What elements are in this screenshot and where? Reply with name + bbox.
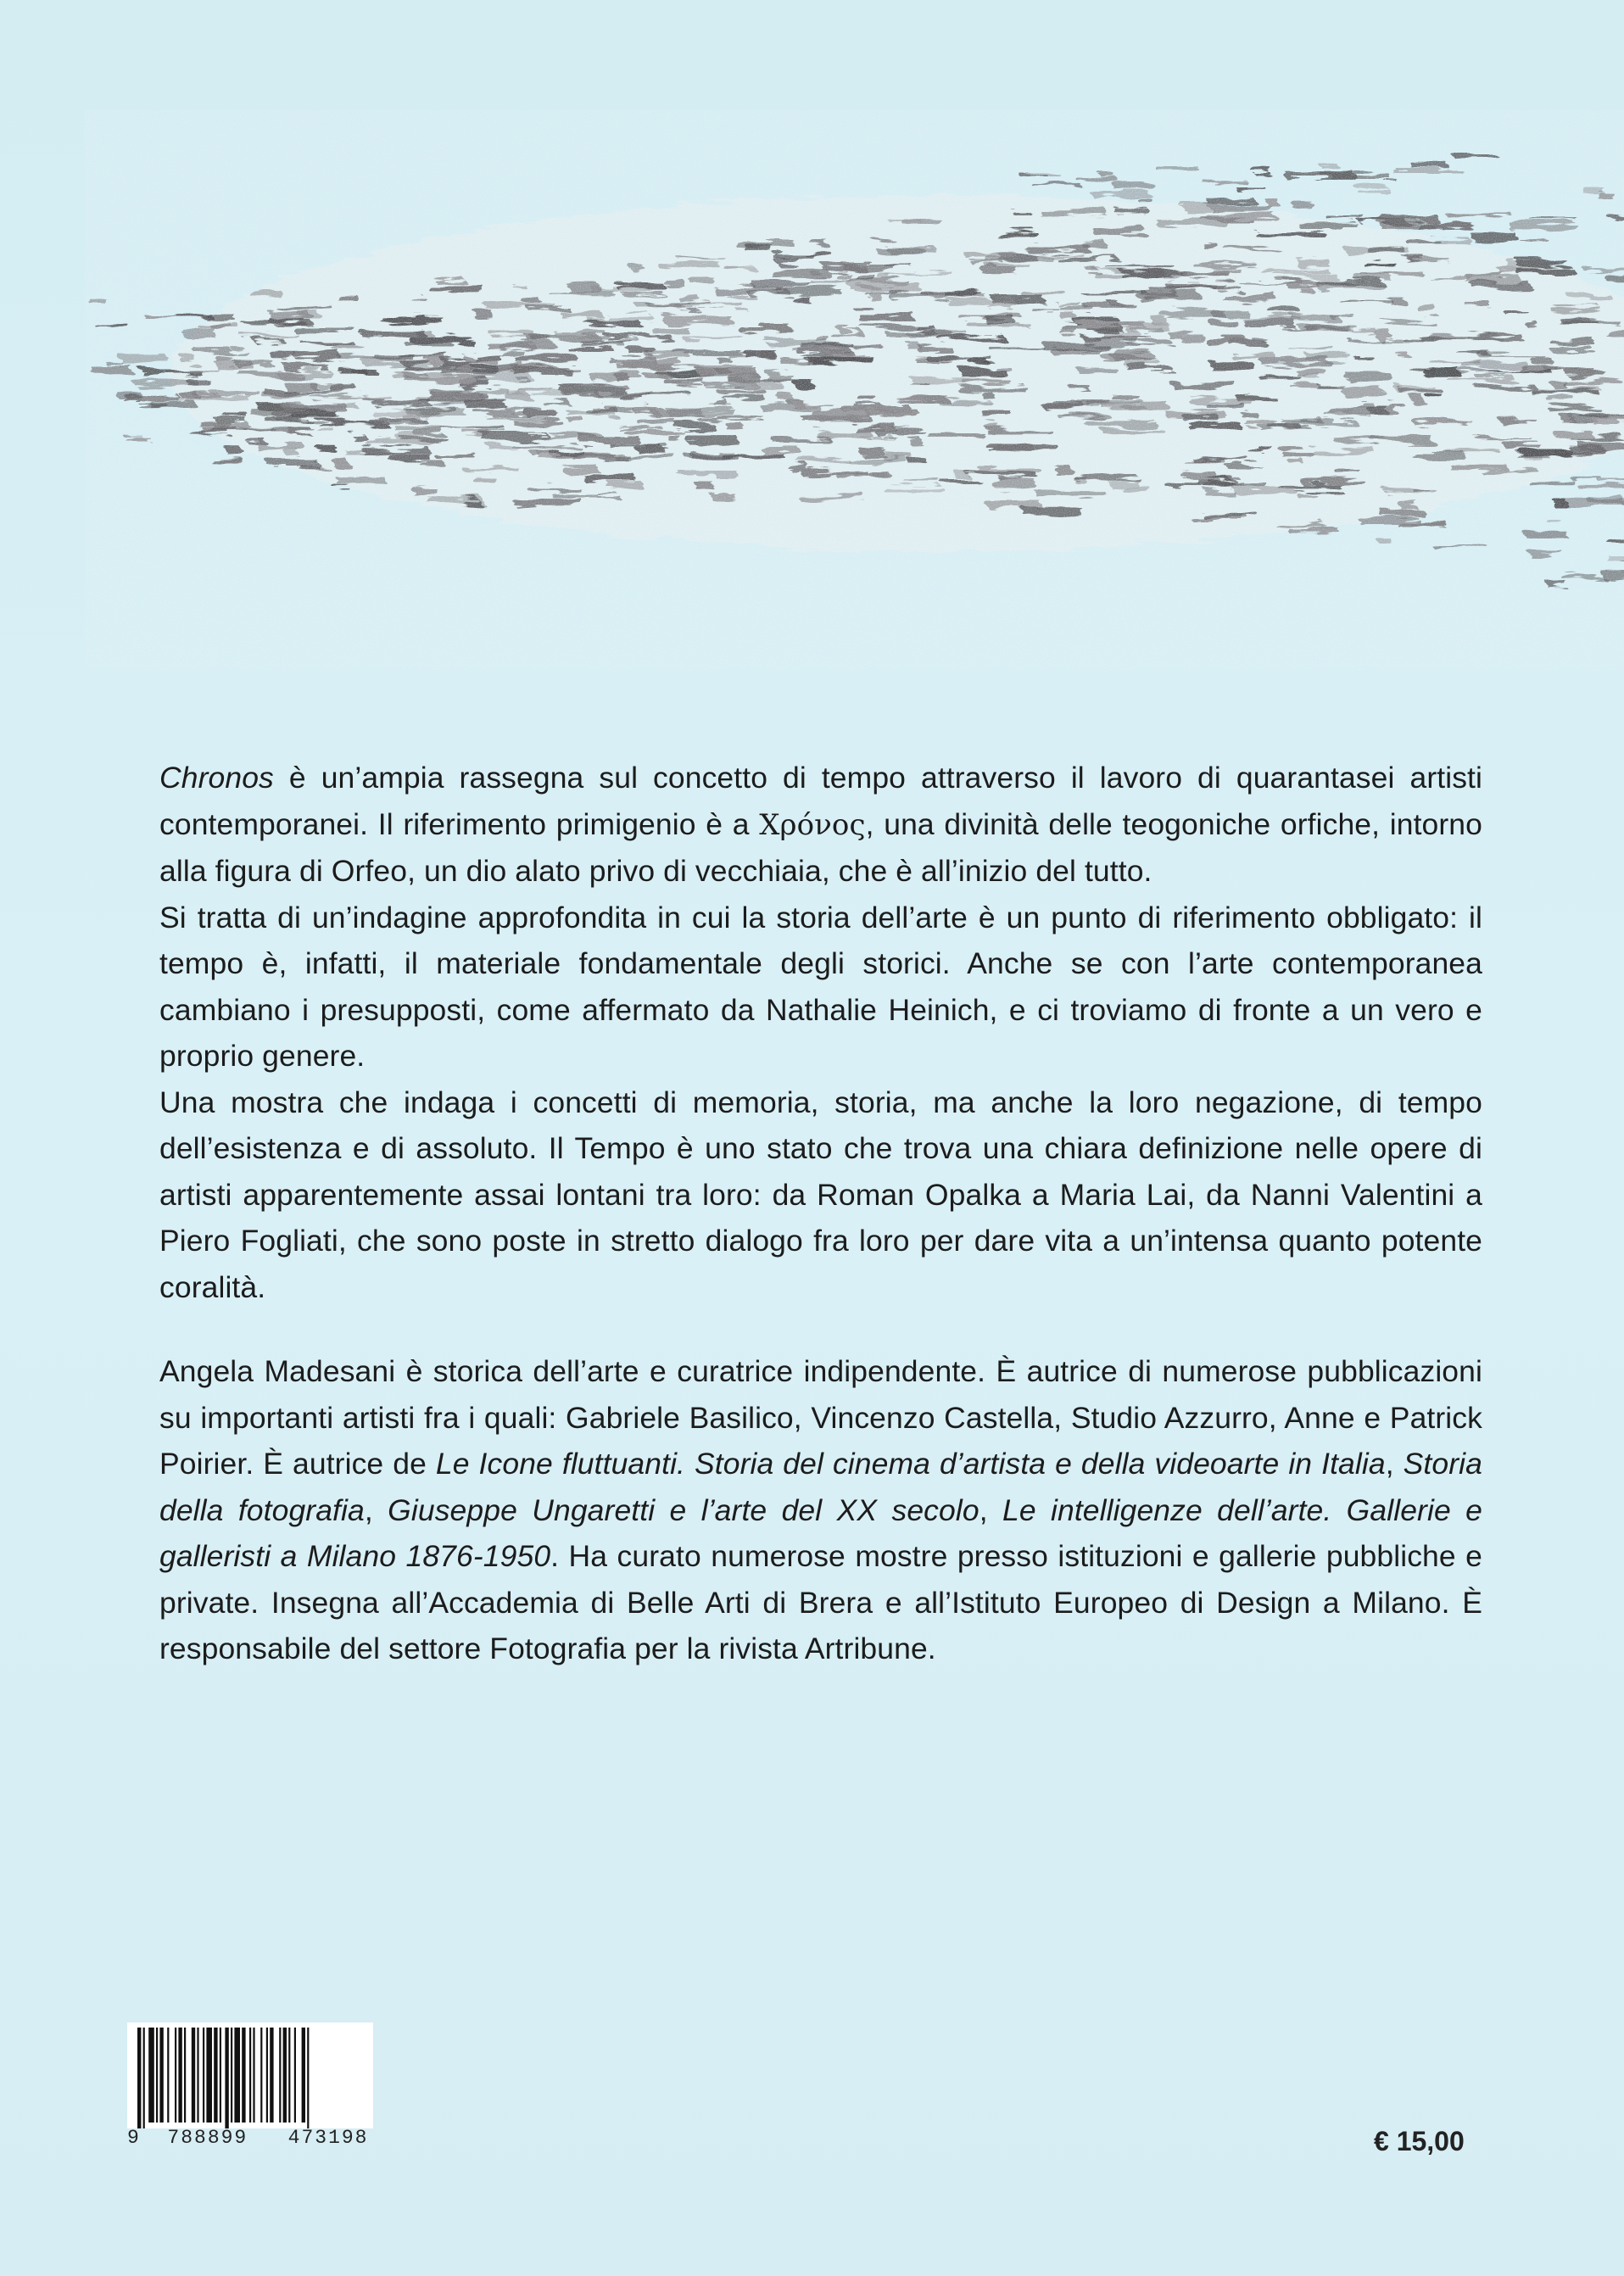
intro-text (159, 755, 1482, 1310)
author-bio (159, 1348, 1482, 1672)
greek-word: Χρόνος (759, 807, 866, 842)
bio-paragraph: Angela Madesani è storica dell’arte e curatrice indipendente. È autrice di numerose pubblicazioni su importanti artisti fra i quali: Gabriele Basilico, Vincenzo Castella, Studio Azzurro, Anne e Patrick Poirier. È autrice de Le Icone fluttuanti. Storia del cinema d’artista e della videoarte in Italia, Storia della fotografia, Giuseppe Ungaretti e l’arte del XX secolo, Le intelligenze dell’arte. Gallerie e galleristi a Milano 1876-1950. Ha curato numerose mostre presso istituzioni e gallerie pubbliche e private. Insegna all’Accademia di Belle Arti di Brera e all’Istituto Europeo di Design a Milano. È responsabile del settore Fotografia per la rivista Artribune. (159, 1354, 1483, 1665)
intro-paragraph-2: Si tratta di un’indagine approfondita in cui la storia dell’arte è un punto di riferimento obbligato: il tempo è, infatti, il materiale fondamentale degli storici. Anche se con l’arte contemporanea cambiano i presupposti, come affermato da Nathalie Heinich, e ci troviamo di fronte a un vero e proprio genere. (159, 900, 1482, 1073)
book-title: Chronos (159, 761, 274, 795)
price-label: € 15,00 (1374, 2126, 1465, 2156)
intro-paragraph-3: Una mostra che indaga i concetti di memoria, storia, ma anche la loro negazione, di tempo dell’esistenza e di assoluto. Il Tempo è uno stato che trova una chiara definizione nelle opere di artisti apparentemente assai lontani tra loro: da Roman Opalka a Maria Lai, da Nanni Valentini a Piero Fogliati, che sono poste in stretto dialogo fra loro per dare vita a un’intensa quanto potente coralità. (159, 1085, 1482, 1304)
brushstroke-texture-icon (85, 110, 1624, 670)
intro-paragraph-1: Chronos è un’ampia rassegna sul concetto di tempo attraverso il lavoro di quarantasei artisti contemporanei. Il riferimento primigenio è a Χρόνος, una divinità delle teogoniche orfiche, intorno alla figura di Orfeo, un dio alato privo di vecchiaia, che è all’inizio del tutto. (159, 761, 1482, 888)
barcode-icon (127, 2022, 373, 2128)
isbn-number: 9 788899 473198 (127, 2127, 369, 2149)
